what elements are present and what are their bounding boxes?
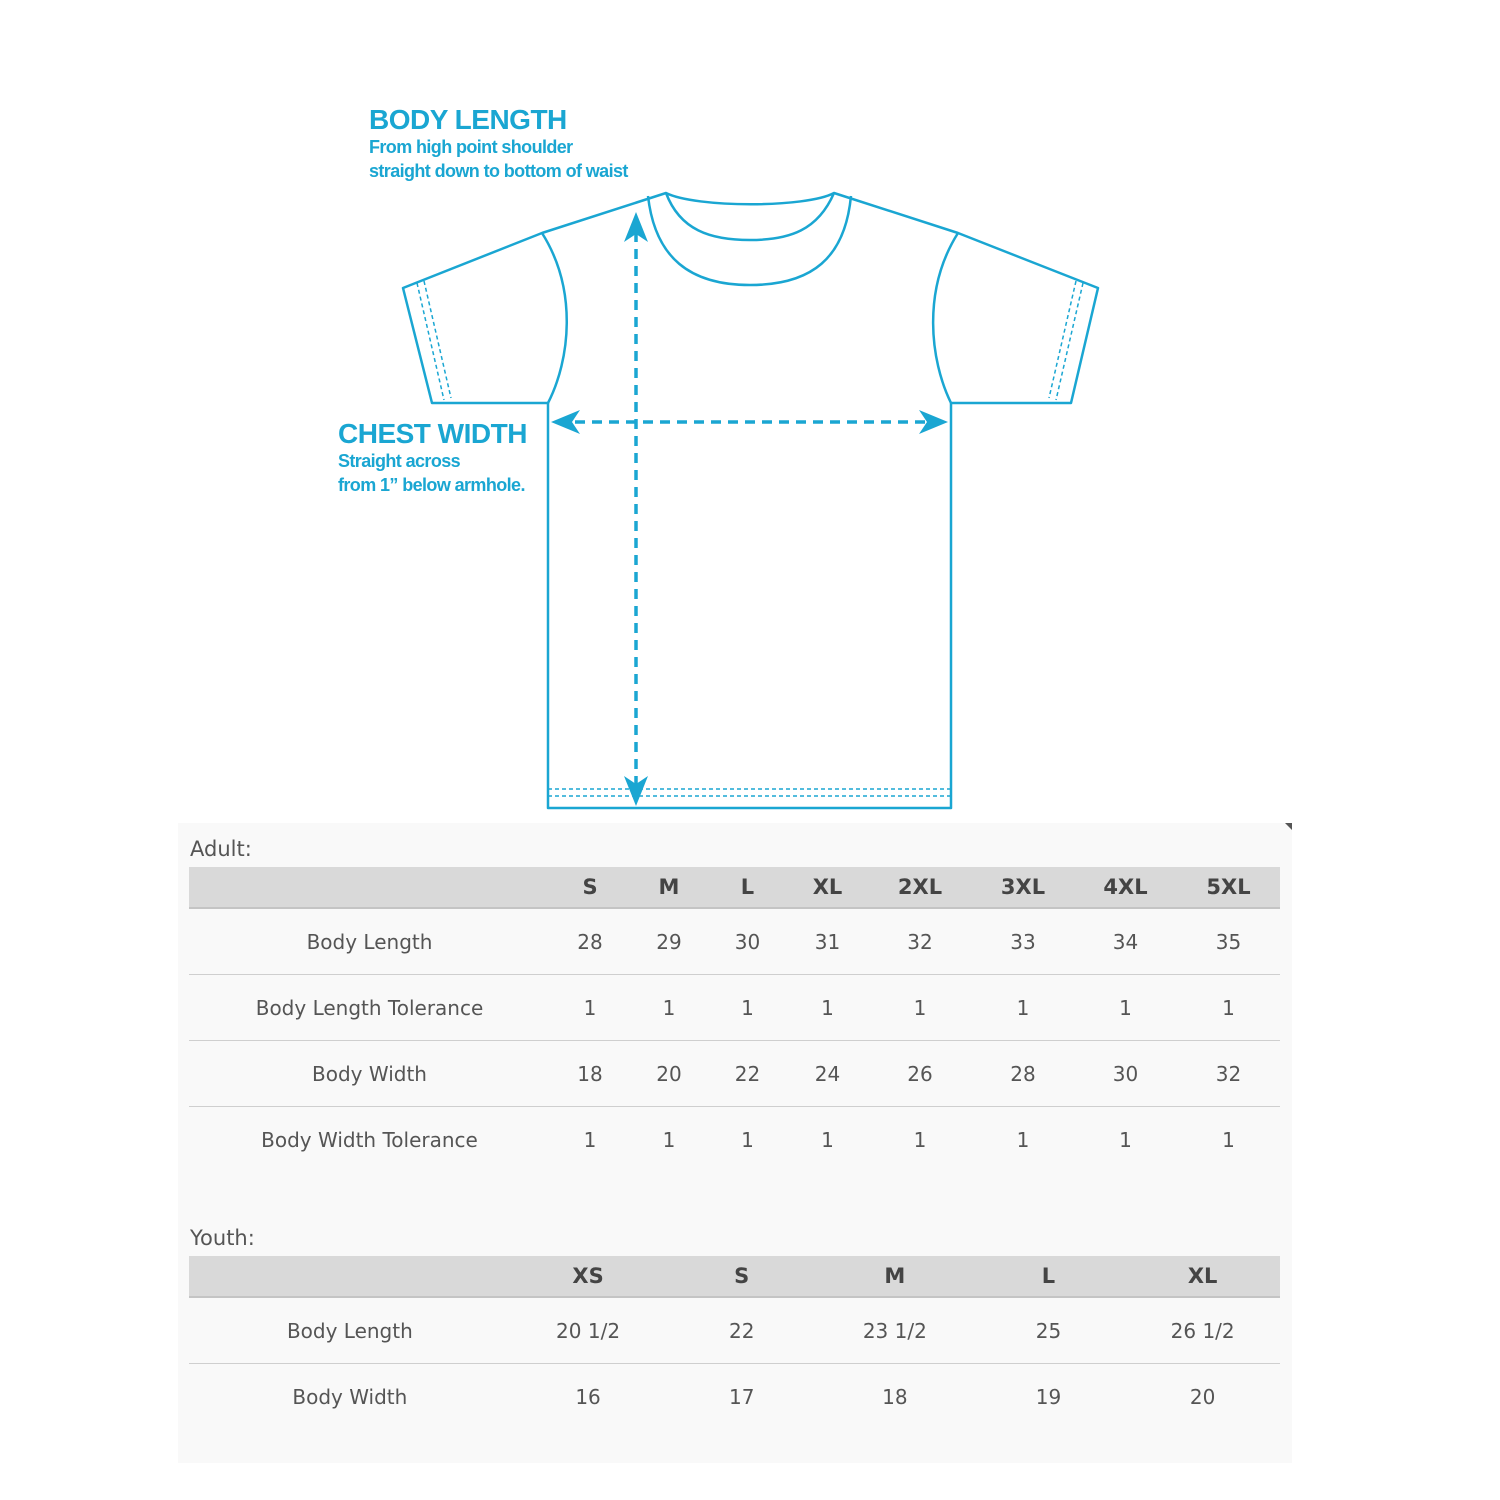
table-cell: 20 (656, 1061, 682, 1086)
table-cell: 16 (575, 1384, 601, 1409)
row-label: Body Width Tolerance (261, 1127, 478, 1152)
table-cell: 1 (1016, 1127, 1030, 1152)
adult-size-header: M (630, 867, 708, 908)
adult-size-header: L (708, 867, 787, 908)
chest-width-desc-1: Straight across (338, 451, 461, 471)
table-cell: 33 (1010, 929, 1036, 954)
table-cell: 22 (734, 1061, 761, 1086)
body-length-desc-2: straight down to bottom of waist (369, 161, 628, 181)
body-length-title: BODY LENGTH (369, 104, 567, 135)
table-cell: 35 (1215, 929, 1242, 954)
adult-size-header: S (550, 867, 630, 908)
table-cell: 31 (814, 929, 841, 954)
body-length-desc-1: From high point shoulder (369, 137, 573, 157)
table-cell: 23 1/2 (862, 1318, 927, 1343)
table-cell: 20 1/2 (556, 1318, 621, 1343)
adult-section-title: Adult: (190, 837, 252, 861)
table-cell: 24 (814, 1061, 841, 1086)
youth-size-header: M (818, 1256, 972, 1297)
table-cell: 1 (1222, 1127, 1235, 1152)
youth-size-header: XL (1125, 1256, 1280, 1297)
row-label: Body Length (306, 929, 433, 954)
table-cell: 18 (882, 1384, 908, 1409)
table-cell: 1 (662, 1127, 676, 1152)
table-cell: 1 (913, 1127, 927, 1152)
table-cell: 34 (1112, 929, 1139, 954)
table-cell: 18 (577, 1061, 603, 1086)
row-label: Body Length (286, 1318, 413, 1343)
table-cell: 17 (728, 1384, 755, 1409)
youth-size-header: L (972, 1256, 1126, 1297)
adult-size-header: XL (787, 867, 868, 908)
adult-size-table (189, 867, 1280, 1172)
table-cell: 1 (1119, 995, 1132, 1020)
table-cell: 32 (1215, 1061, 1242, 1086)
table-cell: 1 (913, 995, 927, 1020)
table-cell: 1 (583, 995, 597, 1020)
adult-header-row (189, 867, 1280, 908)
table-row (189, 975, 1280, 1041)
table-cell: 1 (583, 1127, 597, 1152)
table-cell: 1 (662, 995, 676, 1020)
table-cell: 29 (656, 929, 682, 954)
adult-header-blank (189, 867, 550, 908)
table-row (189, 1364, 1280, 1430)
table-row (189, 1107, 1280, 1173)
body-length-label (369, 105, 628, 183)
table-cell: 1 (741, 1127, 754, 1152)
adult-size-header: 2XL (868, 867, 972, 908)
row-label: Body Width (312, 1061, 427, 1086)
table-cell: 22 (728, 1318, 755, 1343)
row-label: Body Length Tolerance (255, 995, 484, 1020)
youth-size-table (189, 1256, 1280, 1429)
adult-size-header: 5XL (1177, 867, 1280, 908)
table-cell: 1 (821, 995, 834, 1020)
table-cell: 1 (1222, 995, 1235, 1020)
table-cell: 26 (907, 1061, 933, 1086)
table-cell: 1 (741, 995, 754, 1020)
table-cell: 26 1/2 (1170, 1318, 1235, 1343)
table-cell: 20 (1189, 1384, 1216, 1409)
table-cell: 1 (821, 1127, 834, 1152)
table-row (189, 1041, 1280, 1107)
table-cell: 28 (577, 929, 603, 954)
chest-width-label (338, 419, 527, 497)
size-chart-panel (178, 823, 1292, 1463)
youth-size-header: S (665, 1256, 818, 1297)
youth-header-row (189, 1256, 1280, 1297)
adult-size-header: 3XL (972, 867, 1074, 908)
table-cell: 1 (1119, 1127, 1132, 1152)
row-label: Body Width (292, 1384, 408, 1409)
corner-mark (1285, 823, 1292, 830)
table-row (189, 1297, 1280, 1364)
table-cell: 30 (1112, 1061, 1139, 1086)
youth-section-title: Youth: (190, 1226, 255, 1250)
youth-header-blank (189, 1256, 511, 1297)
table-cell: 1 (1016, 995, 1030, 1020)
chest-width-desc-2: from 1” below armhole. (338, 475, 525, 495)
table-cell: 19 (1035, 1384, 1062, 1409)
table-cell: 25 (1035, 1318, 1062, 1343)
table-cell: 30 (734, 929, 761, 954)
chest-width-title: CHEST WIDTH (338, 418, 527, 449)
adult-size-header: 4XL (1074, 867, 1177, 908)
youth-size-header: XS (511, 1256, 666, 1297)
table-cell: 32 (907, 929, 933, 954)
table-cell: 28 (1010, 1061, 1036, 1086)
table-row (189, 908, 1280, 975)
